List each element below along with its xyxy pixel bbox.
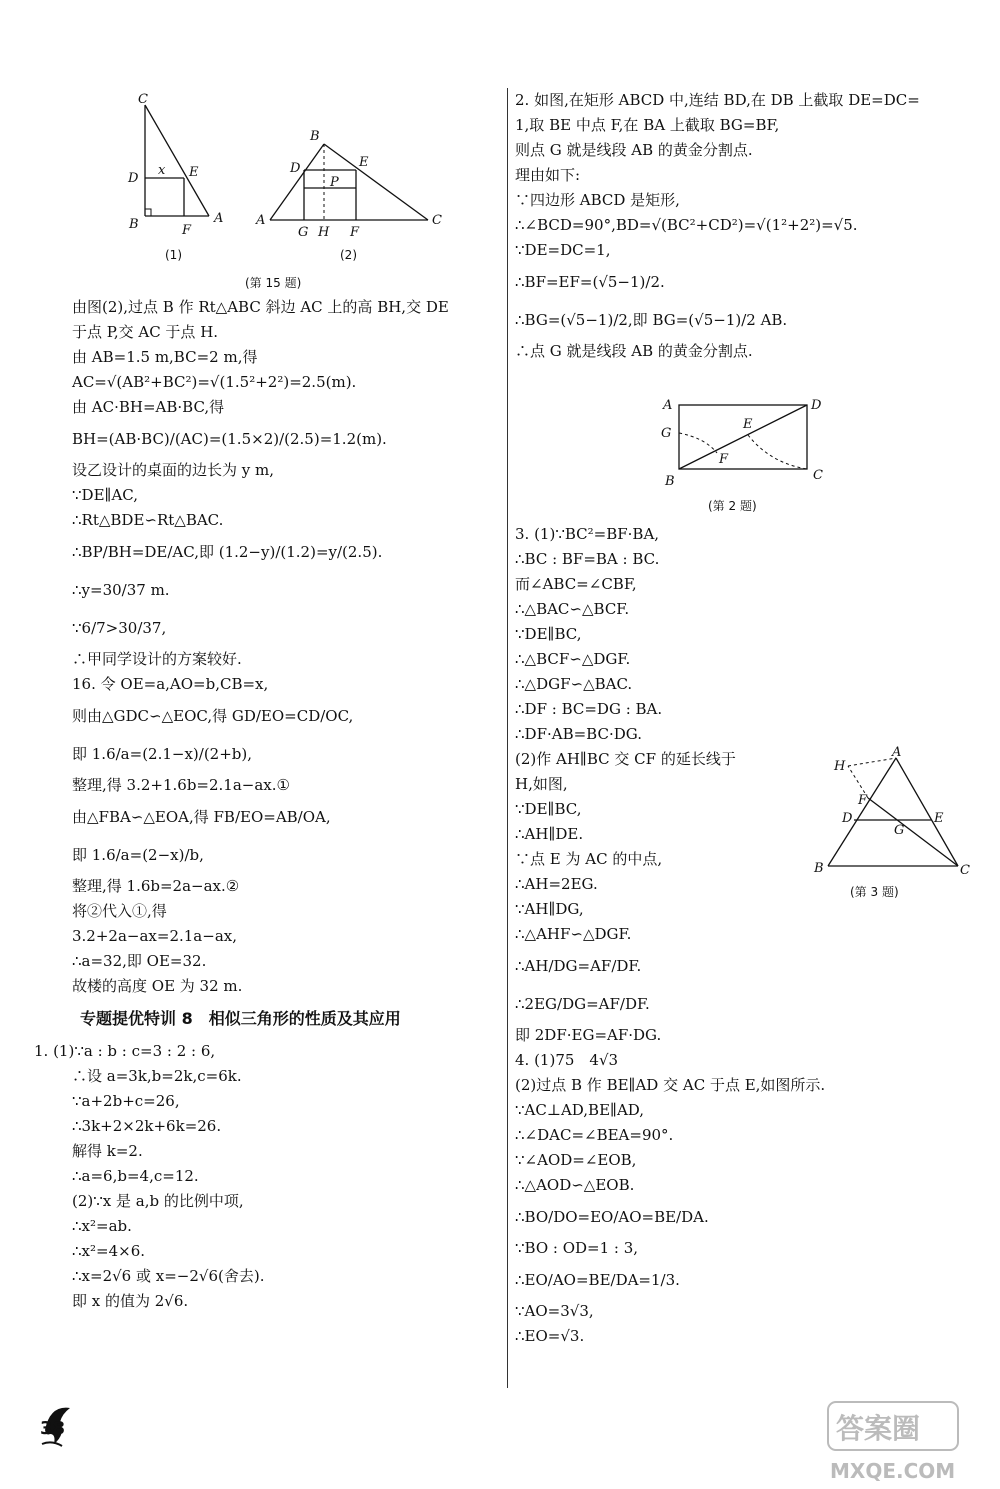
fig2-label-h: H <box>318 225 330 240</box>
text-line: ∵DE∥AC, <box>72 486 138 504</box>
text-line: ∵点 E 为 AC 的中点, <box>515 850 663 868</box>
text-line: ∴x=2√6 或 x=−2√6(舍去). <box>72 1267 265 1285</box>
figure-3 <box>808 745 978 887</box>
text-line: ∵DE∥BC, <box>515 625 582 643</box>
fig1-label-d: D <box>128 171 139 186</box>
text-line: 即 1.6/a=(2−x)/b, <box>72 846 204 864</box>
text-line: 将②代入①,得 <box>72 902 167 920</box>
figure-2 <box>655 393 835 492</box>
text-line: ∵DE=DC=1, <box>515 241 611 259</box>
text-line: ∴BO/DO=EO/AO=BE/DA. <box>515 1208 709 1226</box>
fig3-label-c: C <box>960 863 970 878</box>
right-column-bottom <box>515 522 975 1349</box>
fig2-label-g: G <box>298 225 309 240</box>
fig1-label-x: x <box>158 163 166 178</box>
text-line: ∴EO=√3. <box>515 1327 585 1345</box>
fig3-label-f: F <box>858 793 868 808</box>
fig2b-label-e: E <box>743 417 753 432</box>
text-line: 则点 G 就是线段 AB 的黄金分割点. <box>515 141 753 159</box>
text-line: (2)作 AH∥BC 交 CF 的延长线于 <box>515 750 736 768</box>
text-line: ∴y=30/37 m. <box>72 581 170 599</box>
text-line: 16. 令 OE=a,AO=b,CB=x, <box>72 675 269 693</box>
left-column <box>34 295 502 1314</box>
text-line: ∴x²=4×6. <box>72 1242 146 1260</box>
text-line: 于点 P,交 AC 于点 H. <box>72 323 219 341</box>
fig3-label-a: A <box>892 745 902 760</box>
text-line: ∵AC⊥AD,BE∥AD, <box>515 1101 645 1119</box>
text-line: ∴DF·AB=BC·DG. <box>515 725 642 743</box>
text-line: ∴BP/BH=DE/AC,即 (1.2−y)/(1.2)=y/(2.5). <box>72 543 383 561</box>
text-line: ∴2EG/DG=AF/DF. <box>515 995 650 1013</box>
text-line: ∴EO/AO=BE/DA=1/3. <box>515 1271 680 1289</box>
fig3-label-g: G <box>894 823 905 838</box>
figure2-caption: (第 2 题) <box>708 499 757 513</box>
fig2-label-d: D <box>290 161 301 176</box>
watermark-text: 答案圈 <box>836 1412 921 1445</box>
text-line: ∵AO=3√3, <box>515 1302 594 1320</box>
text-line: ∴DF : BC=DG : BA. <box>515 700 663 718</box>
text-line: 1. (1)∵a : b : c=3 : 2 : 6, <box>34 1042 216 1060</box>
text-line: 理由如下: <box>515 166 581 184</box>
fig1-label-f: F <box>182 223 192 238</box>
text-line: BH=(AB·BC)/(AC)=(1.5×2)/(2.5)=1.2(m). <box>72 430 387 448</box>
text-line: ∴a=6,b=4,c=12. <box>72 1167 199 1185</box>
watermark-url: MXQE.COM <box>830 1459 956 1483</box>
fig3-label-e: E <box>934 811 944 826</box>
text-line: 则由△GDC∽△EOC,得 GD/EO=CD/OC, <box>72 707 354 725</box>
text-line: ∴∠BCD=90°,BD=√(BC²+CD²)=√(1²+2²)=√5. <box>515 216 858 234</box>
fig2-label-b: B <box>310 129 320 144</box>
text-line: 2. 如图,在矩形 ABCD 中,连结 BD,在 DB 上截取 DE=DC= <box>515 91 920 109</box>
fig1-label-b: B <box>129 217 139 232</box>
section-heading: 专题提优特训 8 相似三角形的性质及其应用 <box>80 1009 401 1028</box>
fig2b-label-a: A <box>663 398 673 413</box>
text-line: ∴AH/DG=AF/DF. <box>515 957 642 975</box>
fig2b-label-c: C <box>813 468 823 483</box>
text-line: 整理,得 1.6b=2a−ax.② <box>72 877 240 895</box>
figure15-sub1-label: (1) <box>165 248 182 262</box>
right-column-top <box>515 88 975 364</box>
text-line: ∴∠DAC=∠BEA=90°. <box>515 1126 674 1144</box>
figure15-caption: (第 15 题) <box>245 276 302 290</box>
text-line: ∴△AOD∽△EOB. <box>515 1176 635 1194</box>
text-line: ∴BC : BF=BA : BC. <box>515 550 660 568</box>
text-line: ∴点 G 就是线段 AB 的黄金分割点. <box>515 342 753 360</box>
text-line: (2)∵x 是 a,b 的比例中项, <box>72 1192 244 1210</box>
text-line: ∴△AHF∽△DGF. <box>515 925 632 943</box>
text-line: 整理,得 3.2+1.6b=2.1a−ax.① <box>72 776 290 794</box>
column-divider <box>507 88 508 1388</box>
text-line: ∵6/7>30/37, <box>72 619 167 637</box>
figure3-caption: (第 3 题) <box>850 885 899 899</box>
text-line: 由△FBA∽△EOA,得 FB/EO=AB/OA, <box>72 808 331 826</box>
text-line: ∴BF=EF=(√5−1)/2. <box>515 273 665 291</box>
text-line: ∴△BAC∽△BCF. <box>515 600 630 618</box>
fig2-label-f: F <box>350 225 360 240</box>
text-line: 即 x 的值为 2√6. <box>72 1292 189 1310</box>
fig3-label-d: D <box>842 811 853 826</box>
text-line: ∵BO : OD=1 : 3, <box>515 1239 639 1257</box>
text-line: 而∠ABC=∠CBF, <box>515 575 637 593</box>
text-line: ∵AH∥DG, <box>515 900 584 918</box>
text-line: ∴AH∥DE. <box>515 825 584 843</box>
text-line: 4. (1)75 4√3 <box>515 1051 619 1069</box>
text-line: ∴a=32,即 OE=32. <box>72 952 207 970</box>
fig2b-label-g: G <box>661 426 672 441</box>
text-line: ∴3k+2×2k+6k=26. <box>72 1117 222 1135</box>
text-line: H,如图, <box>515 775 568 793</box>
text-line: 3. (1)∵BC²=BF·BA, <box>515 525 660 543</box>
fig2-label-p: P <box>330 175 339 190</box>
text-line: ∴△BCF∽△DGF. <box>515 650 631 668</box>
fig1-label-c: C <box>138 92 148 107</box>
text-line: 由图(2),过点 B 作 Rt△ABC 斜边 AC 上的高 BH,交 DE <box>72 298 449 316</box>
fig1-label-a: A <box>214 211 224 226</box>
text-line: 解得 k=2. <box>72 1142 143 1160</box>
figure-15-2 <box>252 128 452 267</box>
fig1-label-e: E <box>189 165 199 180</box>
fig2b-label-f: F <box>719 452 729 467</box>
text-line: 由 AC·BH=AB·BC,得 <box>72 398 225 416</box>
text-line: 即 1.6/a=(2.1−x)/(2+b), <box>72 745 253 763</box>
text-line: ∵DE∥BC, <box>515 800 582 818</box>
text-line: ∵四边形 ABCD 是矩形, <box>515 191 680 209</box>
text-line: ∴x²=ab. <box>72 1217 132 1235</box>
watermark <box>826 1400 996 1489</box>
text-line: 1,取 BE 中点 F,在 BA 上截取 BG=BF, <box>515 116 780 134</box>
text-line: (2)过点 B 作 BE∥AD 交 AC 于点 E,如图所示. <box>515 1076 826 1094</box>
text-line: ∴设 a=3k,b=2k,c=6k. <box>72 1067 242 1085</box>
fig2b-label-b: B <box>665 474 675 489</box>
text-line: 3.2+2a−ax=2.1a−ax, <box>72 927 237 945</box>
page-number: 38 <box>40 1418 66 1439</box>
text-line: ∴Rt△BDE∽Rt△BAC. <box>72 511 224 529</box>
fig2-label-a: A <box>256 213 266 228</box>
fig2-label-c: C <box>432 213 442 228</box>
fig3-label-b: B <box>814 861 824 876</box>
text-line: ∴△DGF∽△BAC. <box>515 675 633 693</box>
text-line: AC=√(AB²+BC²)=√(1.5²+2²)=2.5(m). <box>72 373 357 391</box>
fig2b-label-d: D <box>811 398 822 413</box>
text-line: 即 2DF·EG=AF·DG. <box>515 1026 662 1044</box>
text-line: ∵a+2b+c=26, <box>72 1092 180 1110</box>
text-line: 由 AB=1.5 m,BC=2 m,得 <box>72 348 258 366</box>
text-line: 设乙设计的桌面的边长为 y m, <box>72 461 275 479</box>
text-line: ∴AH=2EG. <box>515 875 598 893</box>
fig3-label-h: H <box>834 759 846 774</box>
figure15-sub2-label: (2) <box>340 248 357 262</box>
text-line: ∴甲同学设计的方案较好. <box>72 650 242 668</box>
text-line: ∴BG=(√5−1)/2,即 BG=(√5−1)/2 AB. <box>515 311 788 329</box>
text-line: ∵∠AOD=∠EOB, <box>515 1151 637 1169</box>
text-line: 故楼的高度 OE 为 32 m. <box>72 977 243 995</box>
fig2-label-e: E <box>359 155 369 170</box>
figure-15-1 <box>120 88 230 267</box>
